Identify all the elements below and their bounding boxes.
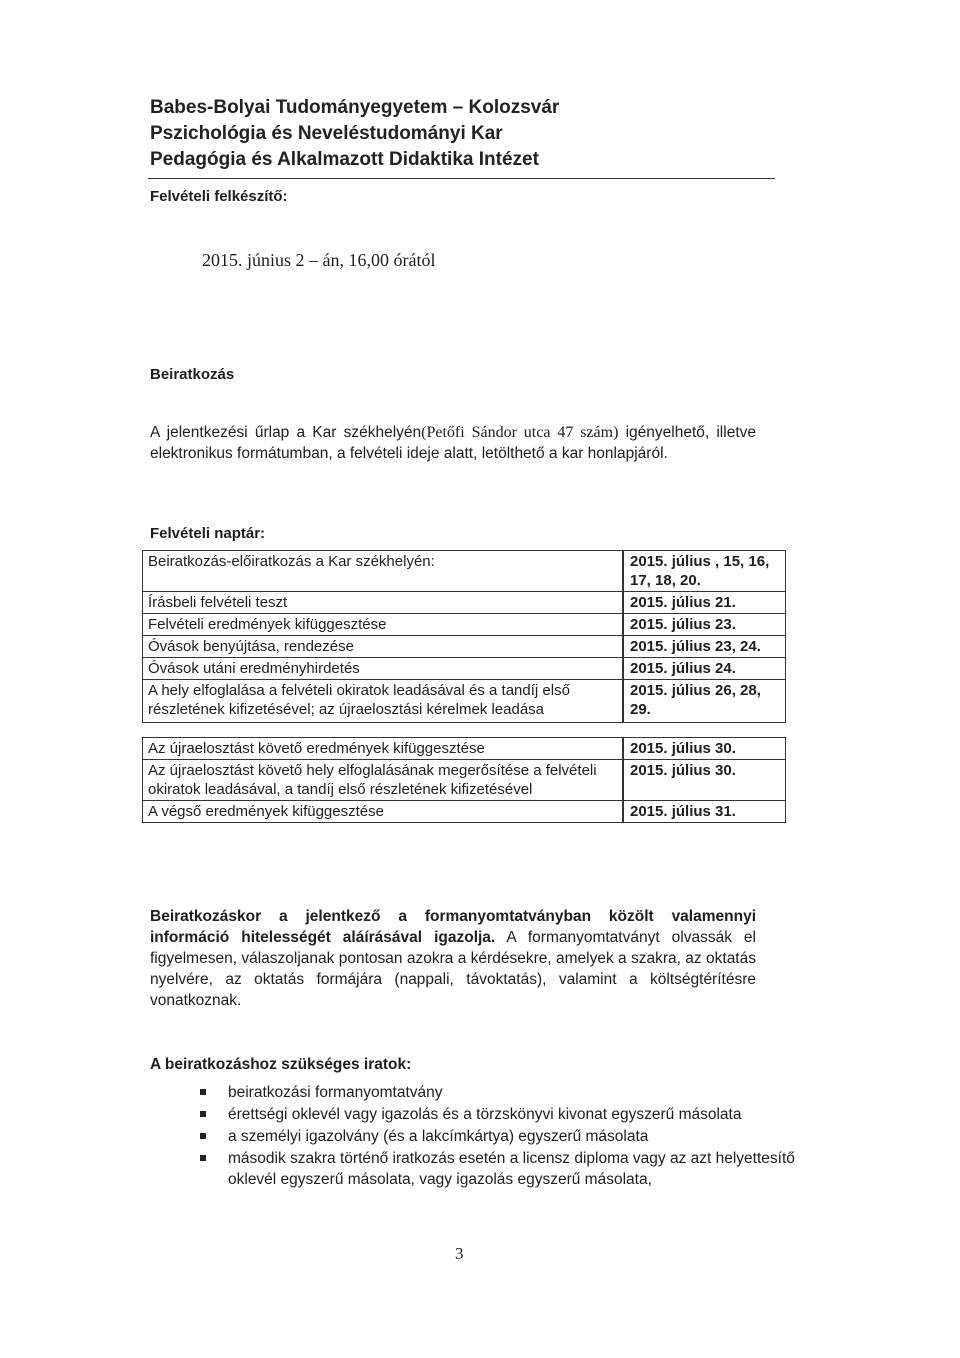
table-row	[143, 614, 786, 636]
admission-calendar-table	[142, 550, 786, 823]
date-cell: 2015. július 23, 24.	[624, 636, 786, 658]
event-cell: Az újraelosztást követő hely elfoglalásának megerősítése a felvételi okiratok leadásával, a tandíj első részletének kifizetésével	[143, 760, 623, 801]
date-cell: 2015. július 24.	[624, 658, 786, 680]
table-row	[143, 551, 786, 592]
event-cell: Írásbeli felvételi teszt	[143, 592, 623, 614]
date-cell: 2015. július 30.	[624, 760, 786, 801]
documents-list	[200, 1082, 800, 1191]
table-row	[143, 658, 786, 680]
date-cell: 2015. július 23.	[624, 614, 786, 636]
list-item	[200, 1082, 800, 1103]
event-cell: Felvételi eredmények kifüggesztése	[143, 614, 623, 636]
declaration-paragraph	[150, 906, 756, 1011]
enrollment-paragraph	[150, 422, 756, 464]
prep-course-label: Felvételi felkészítő:	[150, 188, 288, 205]
enrollment-text-before: A jelentkezési űrlap a Kar székhelyén	[150, 424, 422, 441]
date-cell: 2015. július 30.	[624, 738, 786, 760]
date-cell: 2015. július , 15, 16, 17, 18, 20.	[624, 551, 786, 592]
list-item	[200, 1148, 800, 1190]
table-row	[143, 760, 786, 801]
calendar-heading: Felvételi naptár:	[150, 525, 266, 542]
declaration-text: A formanyomtatványt olvassák el figyelmesen, válaszoljanak pontosan azokra a kérdésekre, amelyek a szakra, az oktatás nyelvére, az oktatás formájára (nappali, távoktatás), valamint a költségtérítésre vonatkoznak.	[150, 929, 756, 1009]
table-row	[143, 680, 786, 723]
bullet-icon	[200, 1133, 206, 1139]
bullet-icon	[200, 1089, 206, 1095]
event-cell: Óvások benyújtása, rendezése	[143, 636, 623, 658]
table-row	[143, 801, 786, 823]
event-cell: A végső eredmények kifüggesztése	[143, 801, 623, 823]
enrollment-address: (Petőfi Sándor utca 47 szám)	[421, 424, 619, 441]
event-cell: Beiratkozás-előiratkozás a Kar székhelyén:	[143, 551, 623, 592]
page-number: 3	[455, 1244, 464, 1263]
list-item-text: második szakra történő iratkozás esetén a licensz diploma vagy az azt helyettesítő oklevél egyszerű másolata, vagy igazolás egyszerű másolata,	[228, 1150, 795, 1188]
prep-course-date: 2015. június 2 – án, 16,00 órától	[202, 250, 436, 270]
faculty-name: Pszichológia és Neveléstudományi Kar	[150, 123, 503, 144]
bullet-icon	[200, 1111, 206, 1117]
declaration-bold: Beiratkozáskor a jelentkező a formanyomtatványban közölt valamennyi információ hitelességét aláírásával igazolja.	[150, 908, 756, 946]
list-item-text: beiratkozási formanyomtatvány	[228, 1084, 443, 1101]
university-name: Babes-Bolyai Tudományegyetem – Kolozsvár	[150, 97, 560, 118]
enrollment-text-after: igényelhető, illetve elektronikus formátumban, a felvételi ideje alatt, letölthető a kar honlapjáról.	[150, 424, 756, 462]
enrollment-heading: Beiratkozás	[150, 366, 235, 383]
bullet-icon	[200, 1155, 206, 1161]
event-cell: Az újraelosztást követő eredmények kifüggesztése	[143, 738, 623, 760]
date-cell: 2015. július 31.	[624, 801, 786, 823]
event-cell: A hely elfoglalása a felvételi okiratok leadásával és a tandíj első részletének kifizetésével; az újraelosztási kérelmek leadása	[143, 680, 623, 723]
date-cell: 2015. július 21.	[624, 592, 786, 614]
table-row	[143, 738, 786, 760]
date-cell: 2015. július 26, 28, 29.	[624, 680, 786, 723]
documents-heading: A beiratkozáshoz szükséges iratok:	[150, 1056, 412, 1073]
header-rule	[148, 178, 775, 179]
list-item	[200, 1104, 800, 1125]
list-item	[200, 1126, 800, 1147]
event-cell: Óvások utáni eredményhirdetés	[143, 658, 623, 680]
list-item-text: a személyi igazolvány (és a lakcímkártya) egyszerű másolata	[228, 1128, 649, 1145]
table-row	[143, 592, 786, 614]
table-row	[143, 636, 786, 658]
list-item-text: érettségi oklevél vagy igazolás és a törzskönyvi kivonat egyszerű másolata	[228, 1106, 742, 1123]
institute-name: Pedagógia és Alkalmazott Didaktika Intézet	[150, 149, 539, 170]
